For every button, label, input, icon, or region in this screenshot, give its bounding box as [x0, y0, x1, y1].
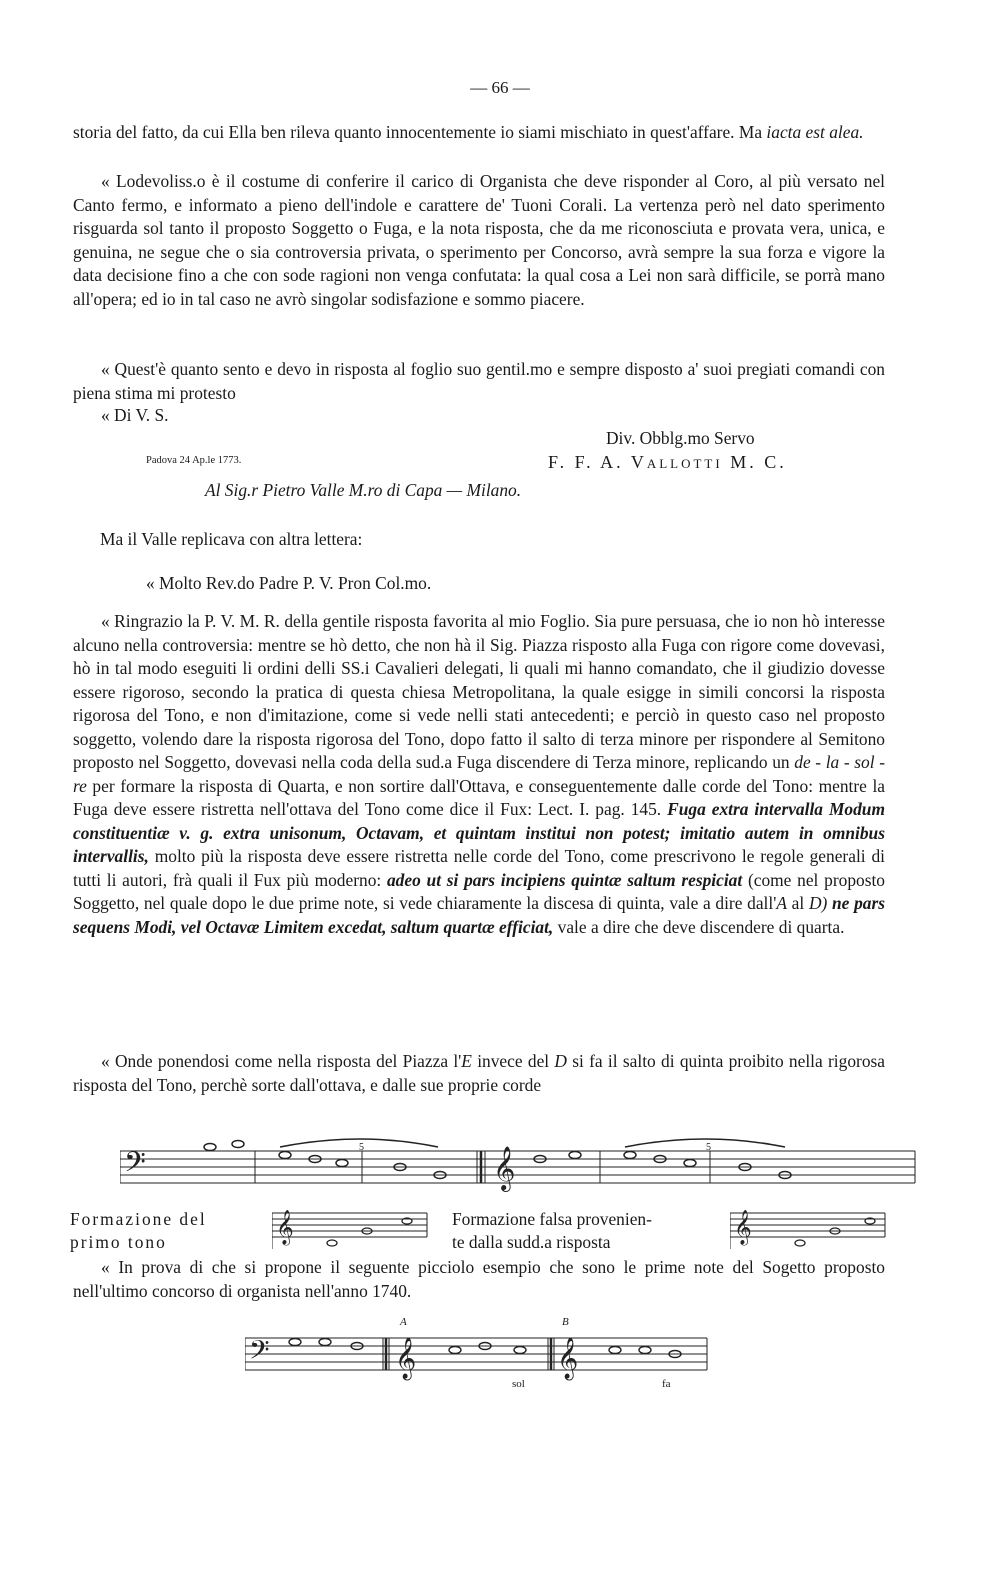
intro-line1: storia del fatto, da cui Ella ben rileva quanto innocentemente io siami mischiato in [73, 122, 646, 142]
ringrazio-text-2: per formare la risposta di Quarta, e non sortire dall'Ottava, e conseguentemente dalle corde del Tono: mentre la Fuga deve essere ristretta nell'ottava del Tono come dice il Fux: Lect. I. pag. 145. [73, 775, 885, 819]
ringrazio-text-6: vale a dire che deve discendere di quarta. [553, 916, 845, 937]
intro-line2: quest'affare. Ma [650, 122, 767, 142]
signature-name: F. F. A. Vallotti M. C. [548, 452, 787, 472]
onde-note-d: D [554, 1051, 567, 1071]
onde-text-3: si fa il salto di quinta proibito nella rigorosa risposta del Tono, perchè sorte dall'ottava, e dalle sue proprie corde [73, 1051, 886, 1095]
onde-text-1: « Onde ponendosi come nella risposta del Piazza l' [101, 1051, 462, 1071]
music-label-a: A [400, 1316, 407, 1328]
ringrazio-fux-quote-3: ne pars sequens Modi, vel Octavæ Limitem excedat, saltum quartæ efficiat, [73, 893, 886, 937]
music-label-b: B [562, 1316, 569, 1328]
paragraph-in-prova: « In prova di che si propone il seguente picciolo esempio che sono le prime note del Sogetto proposto nell'ultimo concorso di organista nell'anno 1740. [73, 1257, 885, 1301]
treble-clef-icon: 𝄞 [734, 1210, 752, 1245]
bass-clef-icon: 𝄢 [249, 1334, 270, 1372]
onde-text-2: invece del [471, 1051, 555, 1071]
signature-address: Al Sig.r Pietro Valle M.ro di Capa — Milano. [205, 480, 522, 500]
music-example-2 [245, 1328, 715, 1388]
ringrazio-fux-quote-2: adeo ut si pars incipiens quintæ saltum respiciat [386, 869, 743, 890]
treble-clef-icon: 𝄞 [557, 1338, 579, 1379]
ringrazio-text-5: al [786, 893, 809, 913]
syllable-sol: sol [512, 1378, 525, 1390]
paragraph-lodevoliss: « Lodevoliss.o è il costume di conferire il carico di Organista che deve risponder al Coro, al più versato nel Canto fermo, e informato a pieno dell'indole e carattere de' Tuoni Corali. La vertenza però nel dato sperimento risguarda sol tanto il proposto Soggetto o Fuga, e la nota risposta, che da me riconosciuta e provata vera, unica, e genuina, ne segue che o sia controversia privata, o sperimento per Concorso, avrà sempre la sua forza e vigore la data decisione fino a che con sode ragioni non venga confutata: la qual cosa a Lei non sarà difficile, se porrà mano all'opera; ed io in tal caso ne avrò singolar sodisfazione e sommo piacere. [73, 171, 885, 309]
ringrazio-text-4: (come nel proposto Soggetto, nel quale dopo le due prime note, si vede chiaramente la discesa di quinta, vale a dire dall' [73, 869, 885, 913]
signature-place-date: Padova 24 Ap.le 1773. [146, 455, 242, 466]
paragraph-ringrazio [73, 610, 885, 939]
ringrazio-solmization: de - la - sol - re [73, 752, 885, 796]
staff-formazione-primo [272, 1205, 432, 1255]
paragraph-intro [73, 121, 885, 145]
ringrazio-text-1: « Ringrazio la P. V. M. R. della gentile risposta favorita al mio Foglio. Sia pure persuasa, che io non hò interesse alcuno nella controversia: mentre se hò detto, che non hà il Sig. Piazza risposto alla Fuga con rigore come dovevasi, hò in tal modo eseguiti li ordini delli SS.i Cavalieri delegati, li quali mi hanno comandato, che il giudizio dovesse essere rigoroso, secondo la pratica di questa chiesa Metropolitana, la quale esigge in simili concorsi la risposta rigorosa del Tono, e non d'imitazione, come si vede nelli stati antecedenti; e perciò in questo caso nel proposto soggetto, volendo dare la risposta rigorosa del Tono, dopo fatto il salto di terza minore per rispondere al Semitono proposto nel Soggetto, dovevasi nella coda della sud.a Fuga discendere di Terza minore, replicando un [73, 611, 885, 772]
label-formazione-falsa-1: Formazione falsa provenien- [452, 1209, 652, 1229]
ringrazio-text-3: molto più la risposta deve essere ristretta nelle corde del Tono, come prescrivono le regole generali di tutti li autori, frà quali il Fux più moderno: [73, 846, 885, 890]
treble-clef-icon: 𝄞 [395, 1338, 417, 1379]
ringrazio-fux-quote-1: Fuga extra intervalla Modum constituentiæ v. g. extra unisonum, Octavam, et quintam institui non potest; imitatio autem in omnibus intervallis, [73, 799, 885, 866]
ringrazio-note-d: D) [808, 893, 828, 913]
treble-clef-icon: 𝄞 [493, 1146, 516, 1190]
intro-latin: iacta est alea. [766, 122, 864, 142]
figure-5-first: 5 [359, 1142, 364, 1153]
staff-formazione-falsa [730, 1205, 890, 1255]
music-example-1 [120, 1135, 920, 1195]
letter-salutation: « Molto Rev.do Padre P. V. Pron Col.mo. [146, 573, 432, 593]
transition-line: Ma il Valle replicava con altra lettera: [100, 529, 363, 549]
onde-note-e: E [461, 1051, 472, 1071]
paragraph-quest: « Quest'è quanto sento e devo in risposta al foglio suo gentil.mo e sempre disposto a' suoi pregiati comandi con piena stima mi protesto [73, 359, 885, 403]
paragraph-onde [73, 1050, 885, 1097]
label-formazione-primo-1: Formazione del [70, 1209, 207, 1229]
ringrazio-note-a: A [776, 893, 787, 913]
treble-clef-icon: 𝄞 [276, 1210, 294, 1245]
bass-clef-icon: 𝄢 [124, 1146, 146, 1186]
figure-5-second: 5 [706, 1142, 711, 1153]
syllable-fa: fa [662, 1378, 671, 1390]
paragraph-di-vs: « Di V. S. [101, 405, 169, 425]
label-formazione-primo-2: primo tono [70, 1232, 167, 1252]
label-formazione-falsa-2: te dalla sudd.a risposta [452, 1232, 611, 1252]
page-number: — 66 — [470, 78, 530, 97]
signature-closing: Div. Obblg.mo Servo [606, 428, 755, 448]
